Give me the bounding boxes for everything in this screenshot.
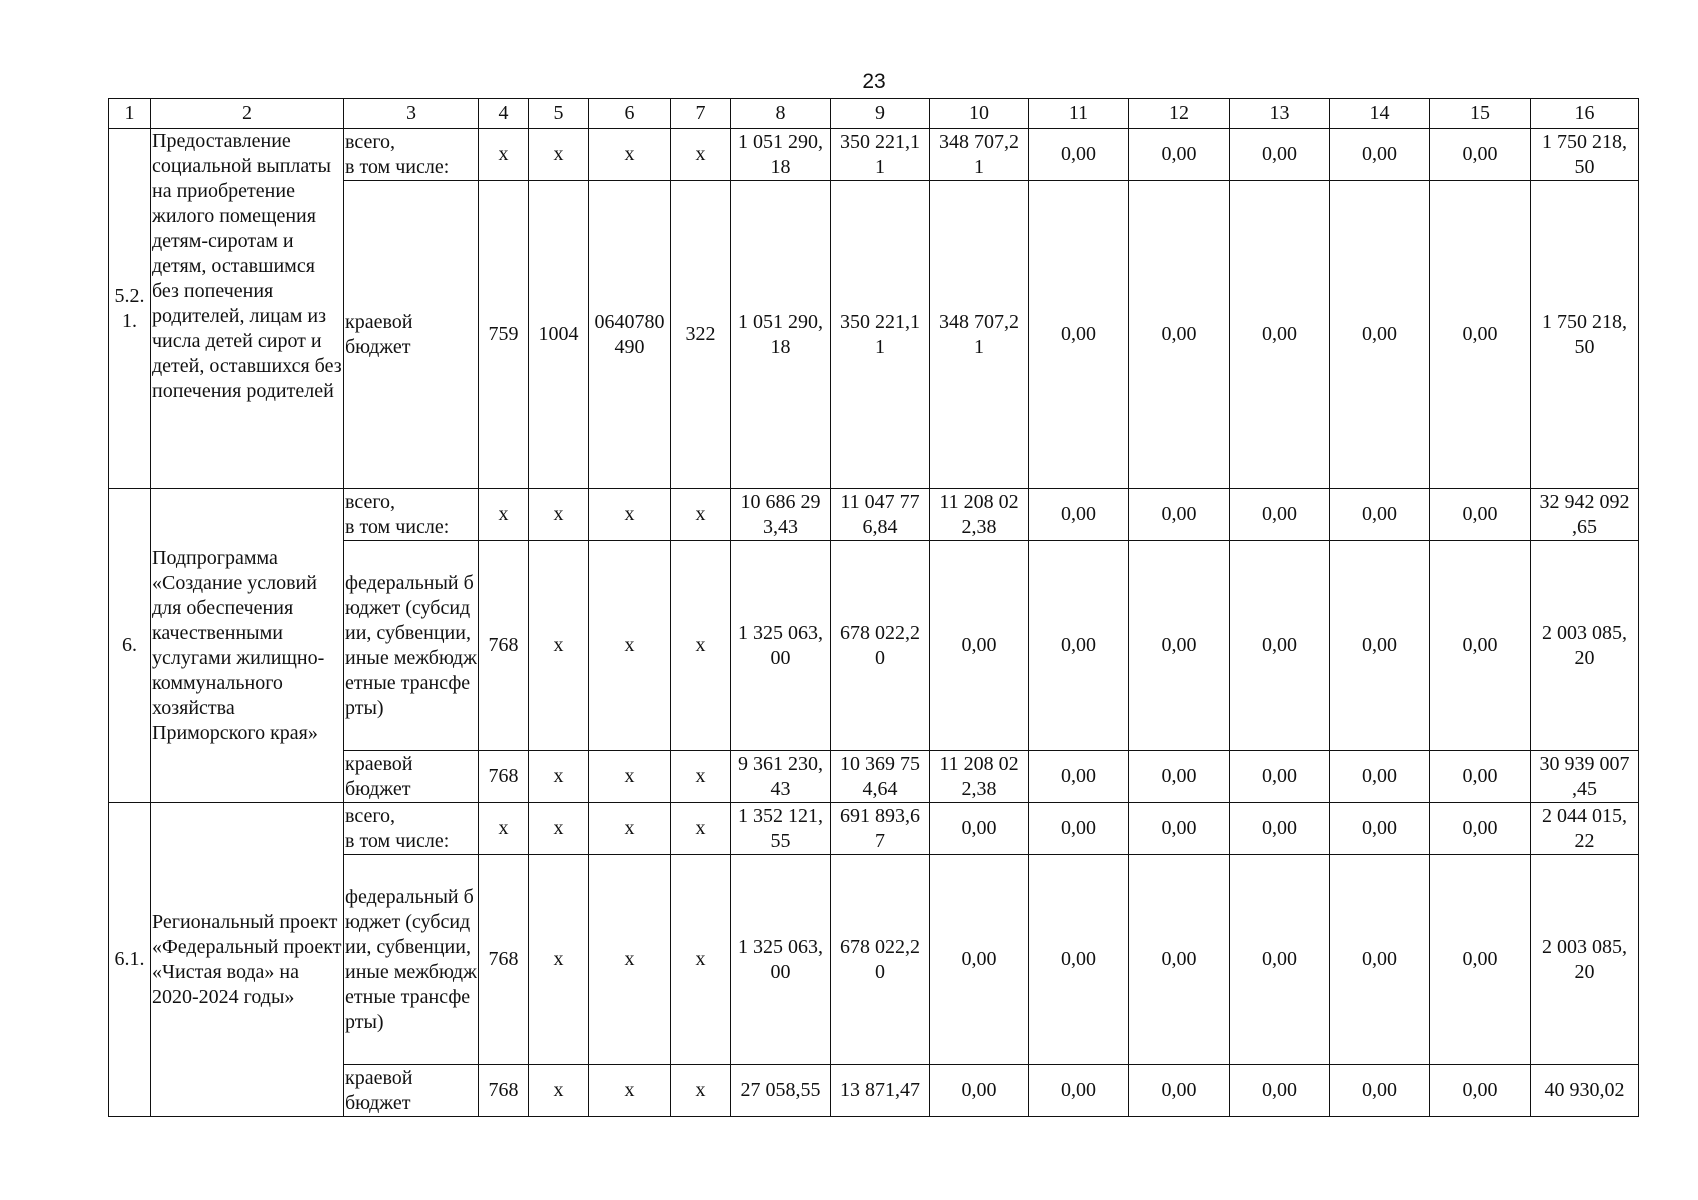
cell-year-15: 0,00 bbox=[1430, 129, 1531, 181]
budget-table-container bbox=[108, 98, 1639, 1117]
cell-total: 2 003 085, 20 bbox=[1531, 541, 1639, 751]
cell-year-15: 0,00 bbox=[1430, 855, 1531, 1065]
col-header-9: 9 bbox=[831, 99, 930, 129]
table-row bbox=[109, 803, 1639, 855]
cell-section: 1004 bbox=[529, 181, 589, 489]
cell-section: x bbox=[529, 129, 589, 181]
cell-year-9: 13 871,47 bbox=[831, 1065, 930, 1117]
cell-year-8: 9 361 230, 43 bbox=[731, 751, 831, 803]
cell-year-14: 0,00 bbox=[1330, 751, 1430, 803]
cell-year-12: 0,00 bbox=[1129, 129, 1230, 181]
cell-expense-type: x bbox=[671, 803, 731, 855]
cell-year-12: 0,00 bbox=[1129, 803, 1230, 855]
col-header-4: 4 bbox=[479, 99, 529, 129]
page-number: 23 bbox=[862, 70, 886, 93]
cell-year-15: 0,00 bbox=[1430, 803, 1531, 855]
cell-year-13: 0,00 bbox=[1230, 541, 1330, 751]
col-header-7: 7 bbox=[671, 99, 731, 129]
cell-total: 2 003 085, 20 bbox=[1531, 855, 1639, 1065]
cell-year-11: 0,00 bbox=[1029, 1065, 1129, 1117]
cell-year-15: 0,00 bbox=[1430, 1065, 1531, 1117]
cell-section: x bbox=[529, 855, 589, 1065]
cell-expense-type: x bbox=[671, 751, 731, 803]
cell-target-article: x bbox=[589, 129, 671, 181]
cell-grbs: x bbox=[479, 803, 529, 855]
cell-year-13: 0,00 bbox=[1230, 803, 1330, 855]
cell-target-article: 0640780 490 bbox=[589, 181, 671, 489]
col-header-6: 6 bbox=[589, 99, 671, 129]
col-header-15: 15 bbox=[1430, 99, 1531, 129]
funding-source: краевой бюджет bbox=[344, 1065, 479, 1117]
cell-expense-type: x bbox=[671, 1065, 731, 1117]
cell-expense-type: x bbox=[671, 129, 731, 181]
cell-section: x bbox=[529, 541, 589, 751]
budget-table bbox=[108, 98, 1639, 1117]
cell-grbs: 768 bbox=[479, 1065, 529, 1117]
cell-year-9: 678 022,2 0 bbox=[831, 541, 930, 751]
cell-year-12: 0,00 bbox=[1129, 855, 1230, 1065]
col-header-5: 5 bbox=[529, 99, 589, 129]
measure-name: Предоставление социальной выплаты на приобретение жилого помещения детям-сиротам и детям, оставшимся без попечения родителей, лицам из числа детей сирот и детей, оставшихся без попечения родителей bbox=[151, 129, 344, 489]
cell-year-13: 0,00 bbox=[1230, 855, 1330, 1065]
cell-year-14: 0,00 bbox=[1330, 855, 1430, 1065]
funding-source: федеральный бюджет (субсидии, субвенции, иные межбюджетные трансферты) bbox=[344, 855, 479, 1065]
cell-expense-type: x bbox=[671, 489, 731, 541]
table-row bbox=[109, 129, 1639, 181]
cell-section: x bbox=[529, 751, 589, 803]
cell-year-15: 0,00 bbox=[1430, 751, 1531, 803]
cell-target-article: x bbox=[589, 1065, 671, 1117]
col-header-16: 16 bbox=[1531, 99, 1639, 129]
cell-total: 30 939 007 ,45 bbox=[1531, 751, 1639, 803]
cell-expense-type: x bbox=[671, 855, 731, 1065]
cell-year-14: 0,00 bbox=[1330, 803, 1430, 855]
cell-total: 40 930,02 bbox=[1531, 1065, 1639, 1117]
cell-year-10: 11 208 02 2,38 bbox=[930, 489, 1029, 541]
cell-target-article: x bbox=[589, 855, 671, 1065]
col-header-13: 13 bbox=[1230, 99, 1330, 129]
cell-year-14: 0,00 bbox=[1330, 129, 1430, 181]
cell-total: 1 750 218, 50 bbox=[1531, 129, 1639, 181]
col-header-1: 1 bbox=[109, 99, 151, 129]
measure-name: Региональный проект «Федеральный проект «Чистая вода» на 2020-2024 годы» bbox=[151, 803, 344, 1117]
cell-year-9: 350 221,1 1 bbox=[831, 129, 930, 181]
cell-year-11: 0,00 bbox=[1029, 855, 1129, 1065]
cell-year-11: 0,00 bbox=[1029, 751, 1129, 803]
cell-grbs: 768 bbox=[479, 751, 529, 803]
cell-year-10: 348 707,2 1 bbox=[930, 181, 1029, 489]
cell-total: 32 942 092 ,65 bbox=[1531, 489, 1639, 541]
row-number: 6. bbox=[109, 489, 151, 803]
col-header-3: 3 bbox=[344, 99, 479, 129]
funding-source: всего, в том числе: bbox=[344, 129, 479, 181]
cell-year-9: 678 022,2 0 bbox=[831, 855, 930, 1065]
table-row bbox=[109, 489, 1639, 541]
cell-section: x bbox=[529, 1065, 589, 1117]
cell-year-9: 350 221,1 1 bbox=[831, 181, 930, 489]
cell-target-article: x bbox=[589, 541, 671, 751]
funding-source: всего, в том числе: bbox=[344, 803, 479, 855]
cell-year-14: 0,00 bbox=[1330, 181, 1430, 489]
cell-total: 2 044 015, 22 bbox=[1531, 803, 1639, 855]
cell-year-11: 0,00 bbox=[1029, 489, 1129, 541]
cell-expense-type: x bbox=[671, 541, 731, 751]
cell-year-8: 1 051 290, 18 bbox=[731, 181, 831, 489]
cell-year-9: 11 047 77 6,84 bbox=[831, 489, 930, 541]
cell-year-15: 0,00 bbox=[1430, 489, 1531, 541]
cell-year-8: 1 325 063, 00 bbox=[731, 541, 831, 751]
cell-target-article: x bbox=[589, 751, 671, 803]
cell-year-14: 0,00 bbox=[1330, 541, 1430, 751]
cell-year-15: 0,00 bbox=[1430, 541, 1531, 751]
cell-year-8: 1 352 121, 55 bbox=[731, 803, 831, 855]
col-header-8: 8 bbox=[731, 99, 831, 129]
cell-year-13: 0,00 bbox=[1230, 489, 1330, 541]
cell-year-13: 0,00 bbox=[1230, 129, 1330, 181]
measure-name: Подпрограмма «Создание условий для обеспечения качественными услугами жилищно-коммунального хозяйства Приморского края» bbox=[151, 489, 344, 803]
cell-grbs: x bbox=[479, 489, 529, 541]
col-header-11: 11 bbox=[1029, 99, 1129, 129]
cell-year-8: 1 325 063, 00 bbox=[731, 855, 831, 1065]
col-header-12: 12 bbox=[1129, 99, 1230, 129]
cell-year-10: 0,00 bbox=[930, 855, 1029, 1065]
cell-year-11: 0,00 bbox=[1029, 803, 1129, 855]
funding-source: всего, в том числе: bbox=[344, 489, 479, 541]
funding-source: краевой бюджет bbox=[344, 181, 479, 489]
cell-section: x bbox=[529, 803, 589, 855]
funding-source: федеральный бюджет (субсидии, субвенции, иные межбюджетные трансферты) bbox=[344, 541, 479, 751]
cell-grbs: 759 bbox=[479, 181, 529, 489]
cell-year-10: 0,00 bbox=[930, 541, 1029, 751]
cell-year-11: 0,00 bbox=[1029, 129, 1129, 181]
cell-total: 1 750 218, 50 bbox=[1531, 181, 1639, 489]
cell-section: x bbox=[529, 489, 589, 541]
header-row bbox=[109, 99, 1639, 129]
cell-year-12: 0,00 bbox=[1129, 489, 1230, 541]
cell-year-15: 0,00 bbox=[1430, 181, 1531, 489]
cell-year-8: 27 058,55 bbox=[731, 1065, 831, 1117]
cell-year-12: 0,00 bbox=[1129, 751, 1230, 803]
cell-year-14: 0,00 bbox=[1330, 489, 1430, 541]
cell-year-13: 0,00 bbox=[1230, 181, 1330, 489]
cell-year-10: 0,00 bbox=[930, 1065, 1029, 1117]
cell-grbs: 768 bbox=[479, 541, 529, 751]
cell-year-10: 348 707,2 1 bbox=[930, 129, 1029, 181]
col-header-2: 2 bbox=[151, 99, 344, 129]
cell-year-9: 691 893,6 7 bbox=[831, 803, 930, 855]
cell-year-11: 0,00 bbox=[1029, 541, 1129, 751]
cell-year-13: 0,00 bbox=[1230, 751, 1330, 803]
cell-year-12: 0,00 bbox=[1129, 181, 1230, 489]
cell-grbs: x bbox=[479, 129, 529, 181]
cell-year-8: 10 686 29 3,43 bbox=[731, 489, 831, 541]
cell-year-13: 0,00 bbox=[1230, 1065, 1330, 1117]
cell-year-9: 10 369 75 4,64 bbox=[831, 751, 930, 803]
row-number: 6.1. bbox=[109, 803, 151, 1117]
cell-grbs: 768 bbox=[479, 855, 529, 1065]
cell-year-10: 11 208 02 2,38 bbox=[930, 751, 1029, 803]
col-header-14: 14 bbox=[1330, 99, 1430, 129]
cell-year-12: 0,00 bbox=[1129, 541, 1230, 751]
cell-year-11: 0,00 bbox=[1029, 181, 1129, 489]
cell-year-14: 0,00 bbox=[1330, 1065, 1430, 1117]
cell-year-10: 0,00 bbox=[930, 803, 1029, 855]
row-number: 5.2. 1. bbox=[109, 129, 151, 489]
cell-target-article: x bbox=[589, 803, 671, 855]
cell-target-article: x bbox=[589, 489, 671, 541]
funding-source: краевой бюджет bbox=[344, 751, 479, 803]
col-header-10: 10 bbox=[930, 99, 1029, 129]
cell-year-12: 0,00 bbox=[1129, 1065, 1230, 1117]
cell-year-8: 1 051 290, 18 bbox=[731, 129, 831, 181]
cell-expense-type: 322 bbox=[671, 181, 731, 489]
